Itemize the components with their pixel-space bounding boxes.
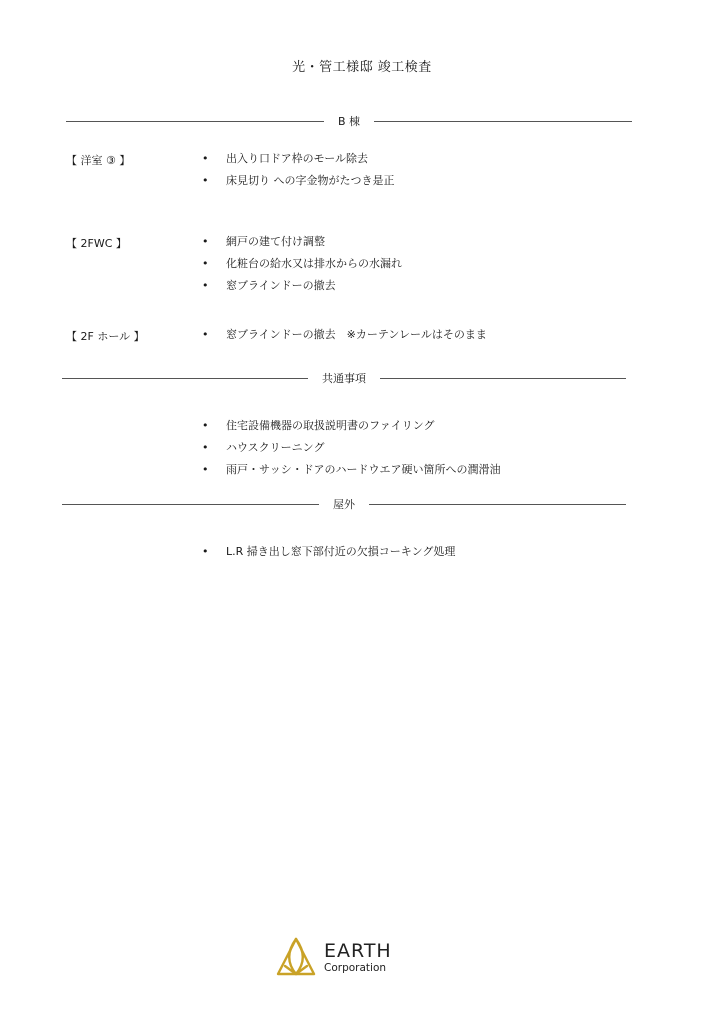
bullet-icon: • [202, 419, 209, 432]
list-item: • 住宅設備機器の取扱説明書のファイリング [202, 419, 435, 432]
group-items-2fwc [200, 235, 402, 301]
divider-line [62, 378, 308, 379]
list-item: • 窓ブラインドーの撤去 ※カーテンレールはそのまま [202, 328, 487, 341]
logo-sub: Corporation [324, 962, 387, 974]
bullet-icon: • [202, 463, 209, 476]
bullet-icon: • [202, 328, 209, 341]
list-item: • ハウスクリーニング [202, 441, 325, 454]
company-logo [274, 934, 392, 982]
bullet-icon: • [202, 545, 209, 558]
list-item: • 出入り口ドア枠のモール除去 [202, 152, 369, 165]
bullet-icon: • [202, 257, 209, 270]
list-item: • L.R 掃き出し窓下部付近の欠損コーキング処理 [202, 545, 456, 558]
logo-text [324, 941, 392, 975]
page-title: 光・管工様邸 竣工検査 [292, 60, 432, 75]
section-heading: 屋外 [333, 498, 355, 511]
section-heading: B 棟 [337, 115, 361, 128]
list-item: • 網戸の建て付け調整 [202, 235, 325, 248]
bullet-icon: • [202, 235, 209, 248]
group-items-western-room-3 [200, 152, 395, 196]
bullet-icon: • [202, 174, 209, 187]
section-divider-b-building [66, 114, 632, 128]
section-divider-outdoor [62, 497, 626, 511]
outdoor-items [200, 545, 455, 567]
section-divider-common [62, 371, 626, 385]
list-item: • 窓ブラインドーの撤去 [202, 279, 336, 292]
logo-brand: EARTH [324, 940, 392, 962]
group-items-2f-hall [200, 328, 487, 350]
bullet-icon: • [202, 279, 209, 292]
group-label-western-room-3: 【 洋室 ③ 】 [66, 154, 131, 167]
divider-line [66, 121, 324, 122]
bullet-icon: • [202, 152, 209, 165]
divider-line [380, 378, 626, 379]
list-item: • 雨戸・サッシ・ドアのハードウエア硬い箇所への潤滑油 [202, 463, 501, 476]
divider-line [374, 121, 632, 122]
group-label-2f-hall: 【 2F ホール 】 [66, 330, 145, 343]
list-item: • 床見切り への字金物がたつき是正 [202, 174, 395, 187]
bullet-icon: • [202, 441, 209, 454]
group-label-2fwc: 【 2FWC 】 [66, 237, 127, 250]
section-heading: 共通事項 [322, 372, 366, 385]
divider-line [62, 504, 319, 505]
list-item: • 化粧台の給水又は排水からの水漏れ [202, 257, 402, 270]
divider-line [369, 504, 626, 505]
common-items [200, 419, 500, 485]
earth-leaf-logo-icon [274, 936, 318, 980]
